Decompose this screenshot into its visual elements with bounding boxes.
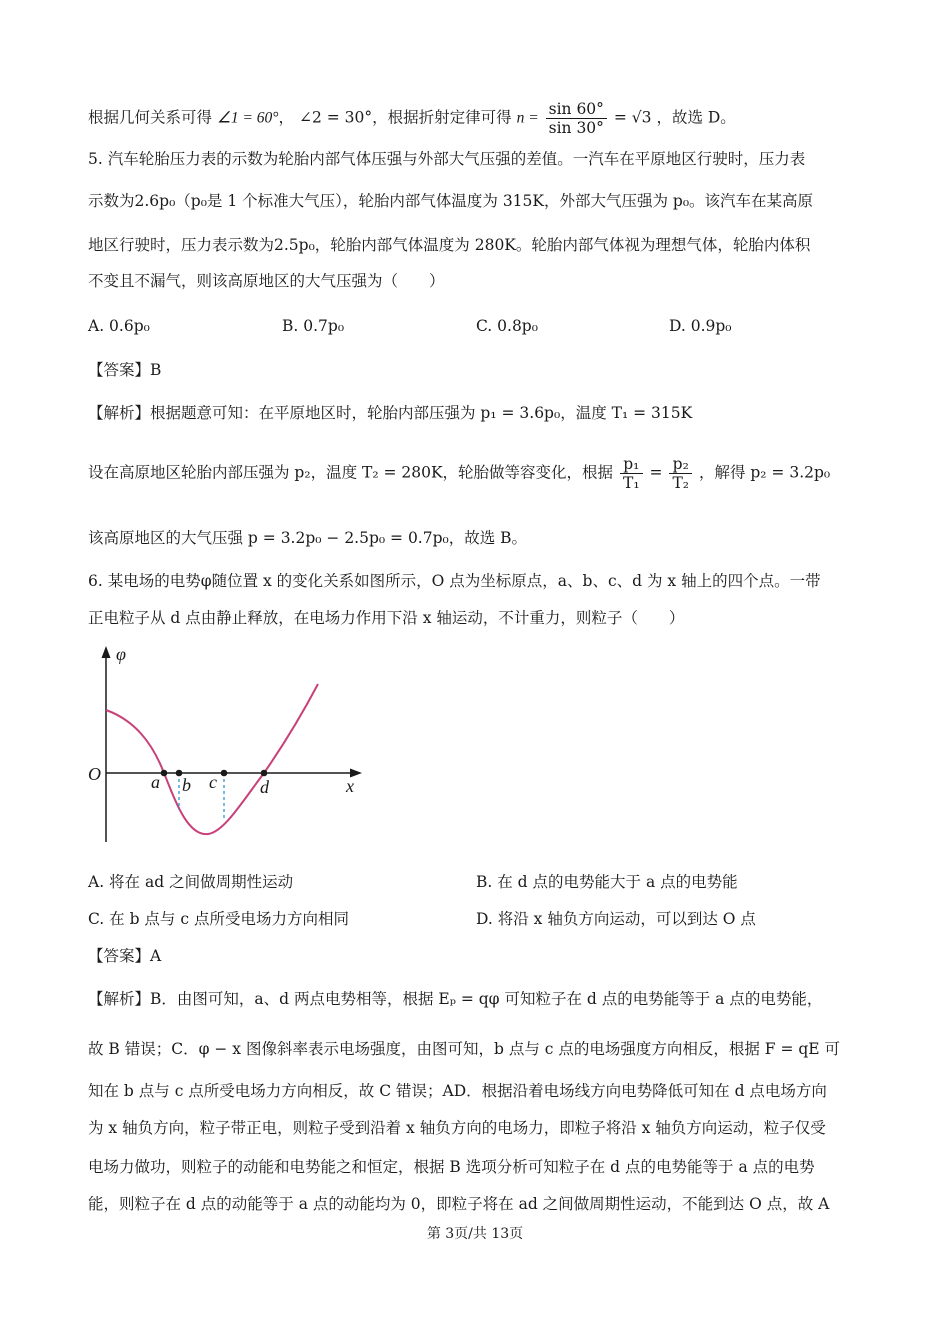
equals-sign: = <box>649 463 663 482</box>
sin-fraction <box>546 100 607 137</box>
q5-line4: 不变且不漏气，则该高原地区的大气压强为（ ） <box>88 272 445 290</box>
q5-explanation-3: 该高原地区的大气压强 p = 3.2p₀ − 2.5p₀ = 0.7p₀，故选 B。 <box>88 529 528 547</box>
p2-over-t2 <box>669 455 692 492</box>
label-d: d <box>260 777 269 797</box>
text: 根据几何关系可得 <box>88 108 213 127</box>
q6-option-d: D. 将沿 x 轴负方向运动，可以到达 O 点 <box>476 910 756 928</box>
x-label: x <box>346 776 354 796</box>
fraction-numerator: p₂ <box>669 455 692 474</box>
q6-explanation-6: 能，则粒子在 d 点的动能等于 a 点的动能均为 0，即粒子将在 ad 之间做周期性运动，不能到达 O 点，故 A <box>88 1195 830 1213</box>
angle2: ∠2 = 30° <box>298 108 373 127</box>
potential-curve <box>106 684 318 834</box>
text: ，故选 D。 <box>656 108 736 127</box>
fraction-denominator: T₂ <box>672 474 689 492</box>
fraction-numerator: p₁ <box>620 455 643 474</box>
q6-explanation-3: 知在 b 点与 c 点所受电场力方向相反，故 C 错误；AD．根据沿着电场线方向电势降低可知在 d 点电场方向 <box>88 1082 827 1100</box>
point-d <box>261 770 268 777</box>
origin-label: O <box>88 764 101 784</box>
q6-explanation-5: 电场力做功，则粒子的动能和电势能之和恒定，根据 B 选项分析可知粒子在 d 点的电势能等于 a 点的电势 <box>88 1158 815 1176</box>
q5-explanation-1: 【解析】根据题意可知：在平原地区时，轮胎内部压强为 p₁ = 3.6p₀，温度 T₁ = 315K <box>88 404 693 422</box>
label-a: a <box>151 772 160 792</box>
q5-option-a: A. 0.6p₀ <box>88 317 150 335</box>
text: ，解得 p₂ = 3.2p₀ <box>698 463 831 482</box>
phi-label: φ <box>116 644 126 664</box>
text: 设在高原地区轮胎内部压强为 p₂，温度 T₂ = 280K，轮胎做等容变化，根据 <box>88 463 614 482</box>
q5-option-c: C. 0.8p₀ <box>476 317 538 335</box>
q6-option-a: A. 将在 ad 之间做周期性运动 <box>88 873 294 891</box>
q5-line1: 5. 汽车轮胎压力表的示数为轮胎内部气体压强与外部大气压强的差值。一汽车在平原地区行驶时，压力表 <box>88 150 806 168</box>
label-c: c <box>209 772 217 792</box>
fraction-denominator: T₁ <box>623 474 640 492</box>
q6-explanation-4: 为 x 轴负方向，粒子带正电，则粒子受到沿着 x 轴负方向的电场力，即粒子将沿 x 轴负方向运动，粒子仅受 <box>88 1119 826 1137</box>
page-number: 第 3页/共 13页 <box>426 1226 524 1242</box>
angle1: ∠1 = 60° <box>216 109 279 127</box>
q6-explanation-1: 【解析】B．由图可知，a、d 两点电势相等，根据 Eₚ = qφ 可知粒子在 d 点的电势能等于 a 点的电势能， <box>88 990 823 1008</box>
y-axis-arrow-icon <box>102 646 111 658</box>
q5-option-d: D. 0.9p₀ <box>669 317 732 335</box>
q6-line1: 6. 某电场的电势φ随位置 x 的变化关系如图所示，O 点为坐标原点，a、b、c、d 为 x 轴上的四个点。一带 <box>88 572 821 590</box>
q5-answer: 【答案】B <box>88 361 162 379</box>
text: ， <box>278 108 295 127</box>
q5-option-b: B. 0.7p₀ <box>282 317 345 335</box>
point-a <box>161 770 168 777</box>
sqrt-result: = √3 <box>613 108 652 127</box>
q6-answer: 【答案】A <box>88 947 162 965</box>
point-c <box>221 770 228 777</box>
q6-explanation-2: 故 B 错误；C．φ − x 图像斜率表示电场强度，由图可知，b 点与 c 点的电场强度方向相反，根据 F = qE 可 <box>88 1040 841 1058</box>
q5-explanation-2 <box>88 455 864 492</box>
q5-line2: 示数为2.6p₀（p₀是 1 个标准大气压），轮胎内部气体温度为 315K，外部大气压强为 p₀。该汽车在某高原 <box>88 192 814 210</box>
text: ，根据折射定律可得 <box>372 108 512 127</box>
potential-graph <box>84 642 374 852</box>
fraction-numerator: sin 60° <box>546 100 607 119</box>
n-equals: n = <box>516 109 539 127</box>
q6-option-b: B. 在 d 点的电势能大于 a 点的电势能 <box>476 873 738 891</box>
refraction-conclusion <box>88 100 864 137</box>
q6-line2: 正电粒子从 d 点由静止释放，在电场力作用下沿 x 轴运动，不计重力，则粒子（ ） <box>88 609 685 627</box>
q5-line3: 地区行驶时，压力表示数为2.5p₀，轮胎内部气体温度为 280K。轮胎内部气体视为理想气体，轮胎内体积 <box>88 236 811 254</box>
label-b: b <box>182 775 191 795</box>
p1-over-t1 <box>620 455 643 492</box>
fraction-denominator: sin 30° <box>548 119 604 137</box>
q6-option-c: C. 在 b 点与 c 点所受电场力方向相同 <box>88 910 349 928</box>
